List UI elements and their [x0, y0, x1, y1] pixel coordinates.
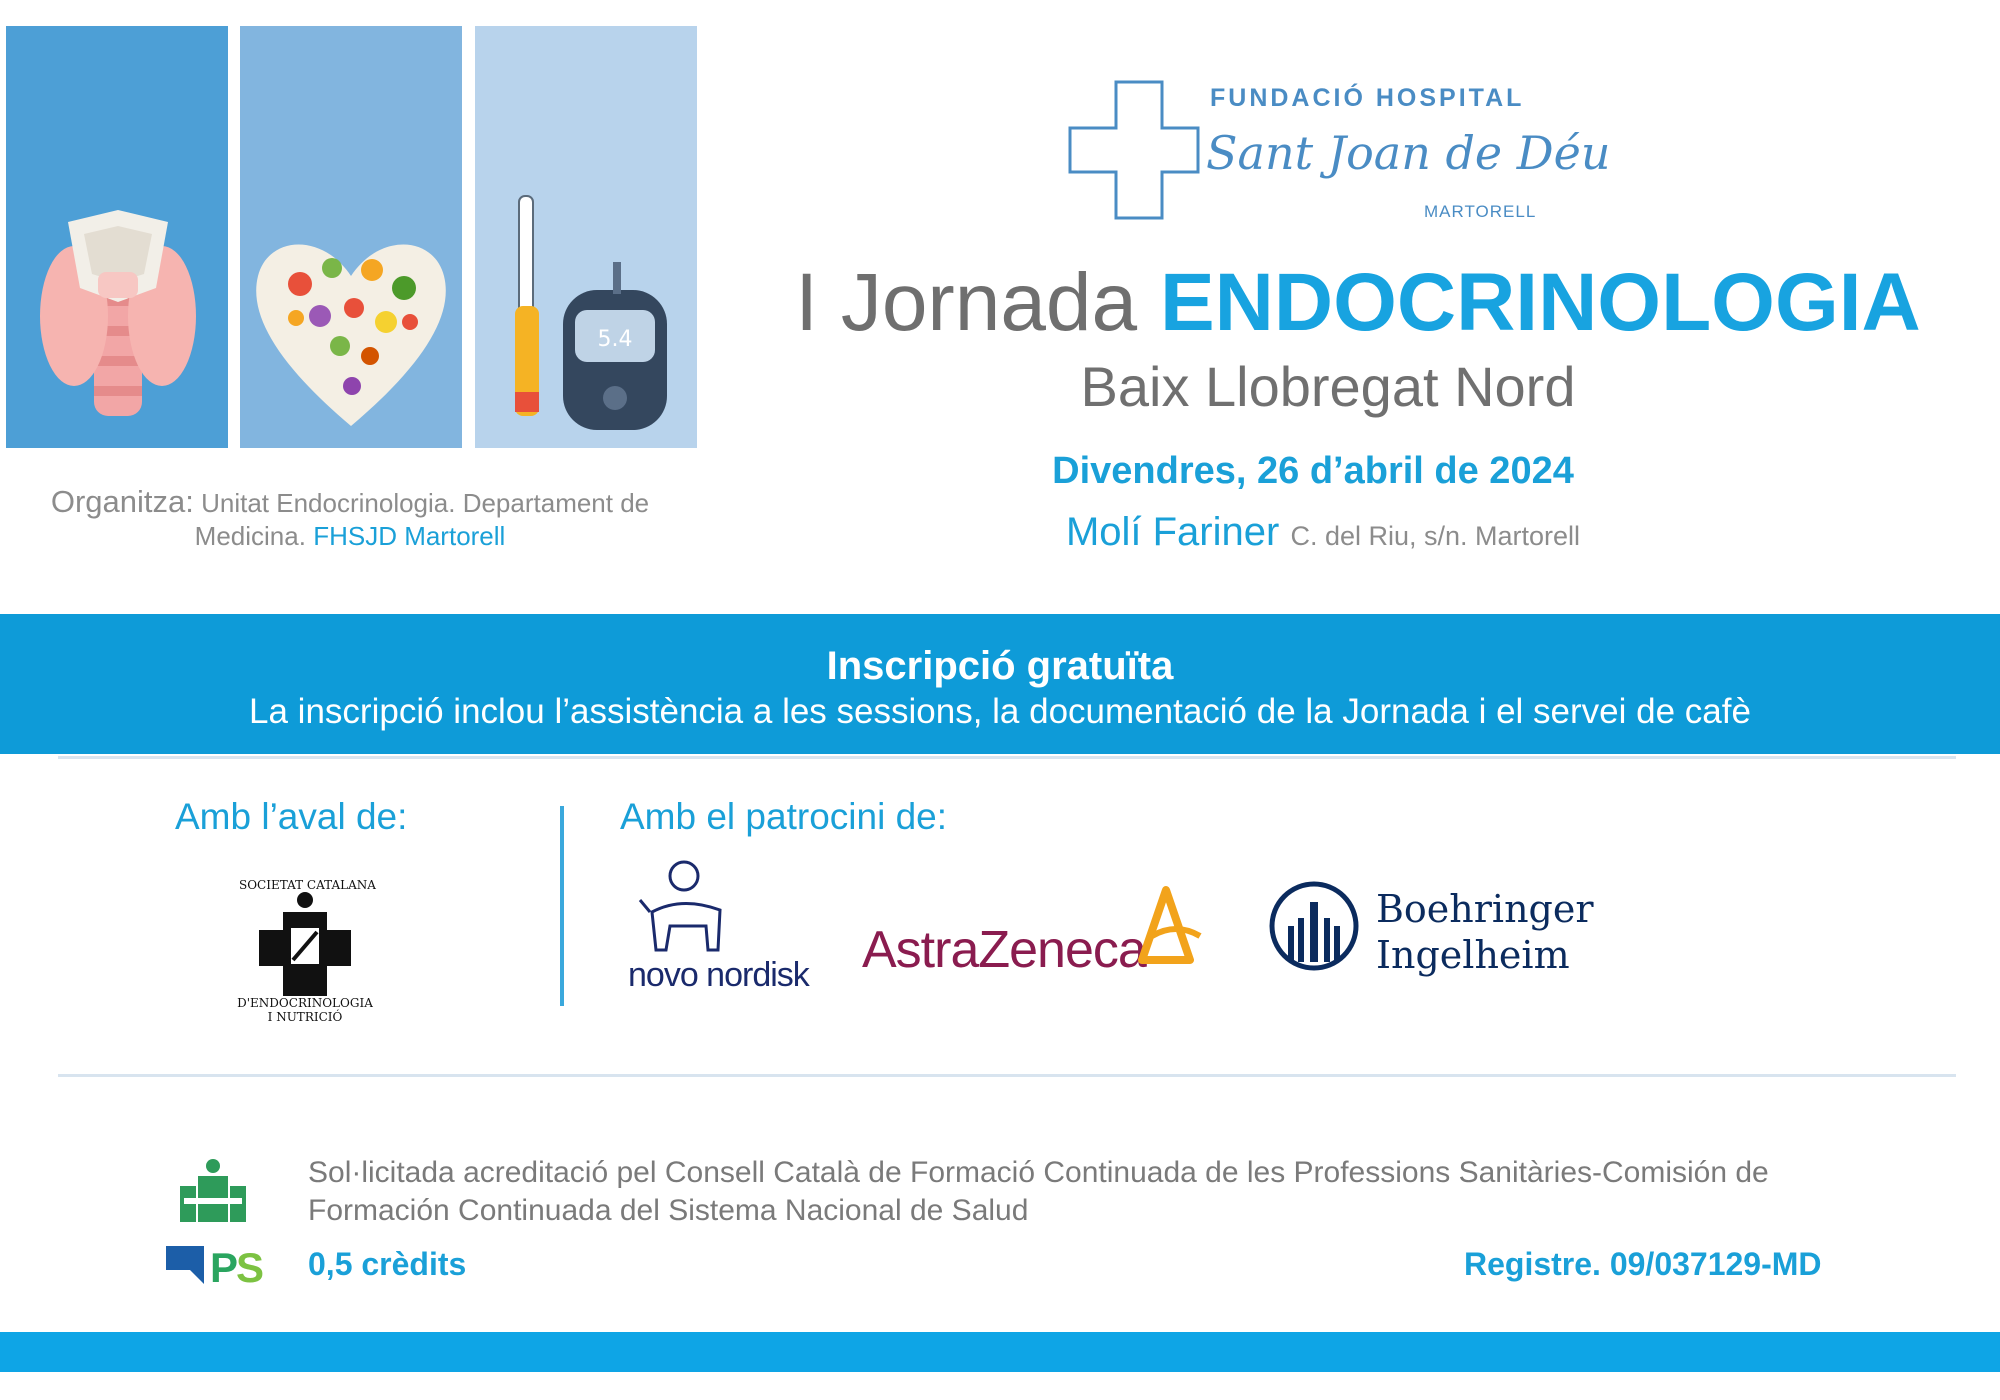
astrazeneca-symbol-icon: [860, 874, 1220, 974]
scen-logo-top-text: SOCIETAT CATALANA: [239, 878, 376, 892]
hospital-logo-script: Sant Joan de Déu: [1206, 126, 1611, 180]
boehringer-logo: [1266, 876, 1596, 986]
organizer-line-1: [0, 484, 700, 520]
sponsor-divider: [560, 806, 564, 1006]
novo-nordisk-logo: [622, 860, 822, 1000]
boehringer-wordmark: [1376, 886, 1594, 978]
food-heart-image-panel: [240, 26, 462, 448]
scen-logo-bottom-line1: D'ENDOCRINOLOGIA: [237, 996, 373, 1010]
svg-text:S: S: [236, 1244, 265, 1288]
event-subtitle: Baix Llobregat Nord: [1080, 355, 1576, 418]
venue-address: C. del Riu, s/n. Martorell: [1290, 521, 1581, 551]
thyroid-icon: [6, 26, 228, 448]
boehringer-line1: Boehringer: [1376, 887, 1594, 931]
organizer-unit: Unitat Endocrinologia. Departament de: [201, 488, 650, 518]
apis-bull-icon: [622, 860, 822, 960]
divider-top: [58, 756, 1956, 759]
scen-logo-bottom-line2: I NUTRICIÓ: [267, 1010, 343, 1024]
hospital-logo-line1: FUNDACIÓ HOSPITAL: [1210, 84, 1525, 112]
astrazeneca-logo: [860, 874, 1220, 979]
patrocini-label: Amb el patrocini de:: [620, 796, 948, 837]
hospital-logo-line3: MARTORELL: [1424, 202, 1537, 221]
event-date: Divendres, 26 d’abril de 2024: [1052, 450, 1574, 492]
organizer-line-2: [0, 521, 700, 552]
astrazeneca-wordmark: AstraZeneca: [862, 921, 1146, 979]
registration-banner: [0, 614, 2000, 754]
svg-text:P: P: [210, 1244, 239, 1288]
organizer-highlight: FHSJD Martorell: [313, 521, 506, 551]
bottom-bar: [0, 1332, 2000, 1372]
registre-number: Registre. 09/037129-MD: [1464, 1246, 1822, 1282]
boehringer-emblem-icon: [1266, 876, 1366, 976]
organizer-label: Organitza:: [50, 484, 194, 519]
boehringer-line2: Ingelheim: [1376, 933, 1570, 977]
glucometer-reading: 5.4: [597, 327, 633, 352]
accreditation-text: Sol·licitada acreditació pel Consell Català de Formació Continuada de les Professions Sanitàries-Comisión de Formación Continuada del Sistema Nacional de Salud: [308, 1156, 1769, 1227]
event-venue: [748, 510, 1898, 555]
credits-value: 0,5 crèdits: [308, 1246, 467, 1282]
event-title-bold: ENDOCRINOLOGIA: [1159, 257, 1921, 348]
hospital-logo: [1064, 76, 1611, 224]
hospital-cross-icon: [1064, 76, 1204, 224]
ccfcps-icon: [178, 1158, 248, 1224]
aval-label: Amb l’aval de:: [175, 796, 408, 837]
insulin-pen-icon: [475, 26, 697, 448]
banner-title: Inscripció gratuïta: [826, 644, 1174, 688]
organizer-department: Medicina.: [194, 521, 306, 551]
thyroid-image-panel: [6, 26, 228, 448]
banner-text: La inscripció inclou l’assistència a les sessions, la documentació de la Jornada i el servei de cafè: [249, 692, 1751, 731]
event-title: [748, 256, 1968, 350]
glucometer-image-panel: [475, 26, 697, 448]
scen-logo-bottom-text: [225, 996, 385, 1024]
event-title-light: I Jornada: [795, 257, 1138, 348]
novo-nordisk-wordmark: novo nordisk: [628, 956, 809, 994]
divider-bottom: [58, 1074, 1956, 1077]
food-heart-icon: [240, 26, 462, 448]
venue-name: Molí Fariner: [1065, 510, 1280, 554]
ps-logo-icon: [164, 1242, 272, 1288]
scen-logo: [225, 868, 385, 1028]
